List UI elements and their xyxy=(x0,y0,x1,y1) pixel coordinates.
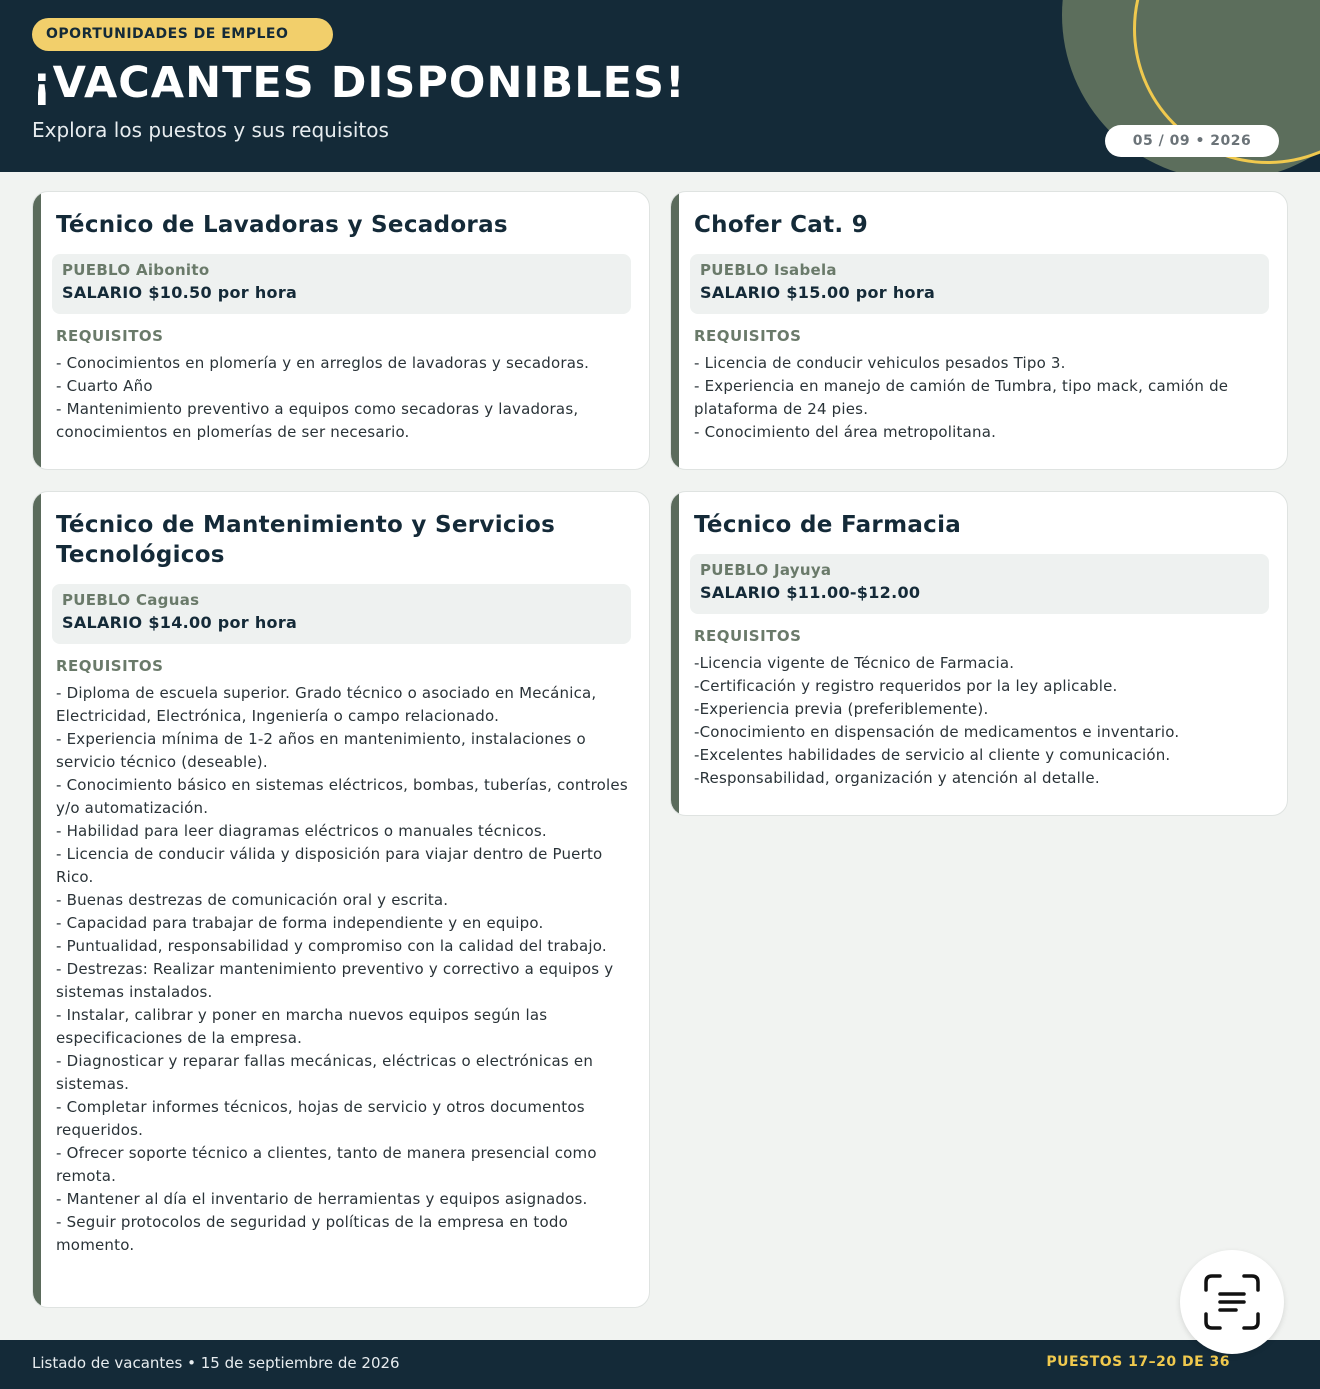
requirement-item: - Cuarto Año xyxy=(56,377,153,395)
requirement-item: - Destrezas: Realizar mantenimiento preventivo y correctivo a equipos y sistemas instalados. xyxy=(56,960,614,1001)
requirements-list xyxy=(694,652,1269,790)
requirement-item: - Licencia de conducir válida y disposición para viajar dentro de Puerto Rico. xyxy=(56,845,603,886)
page-title: ¡VACANTES DISPONIBLES! xyxy=(32,58,686,108)
scan-button[interactable] xyxy=(1180,1250,1284,1354)
job-salary: SALARIO $11.00-$12.00 xyxy=(700,583,921,602)
page-range-label: PUESTOS 17–20 DE 36 xyxy=(1046,1354,1230,1370)
requirement-item: -Excelentes habilidades de servicio al cliente y comunicación. xyxy=(694,746,1171,764)
requirements-label: REQUISITOS xyxy=(694,327,802,345)
requirements-list xyxy=(56,682,631,1257)
requirement-item: - Conocimientos en plomería y en arreglos de lavadoras y secadoras. xyxy=(56,354,590,372)
requirement-item: - Ofrecer soporte técnico a clientes, tanto de manera presencial como remota. xyxy=(56,1144,597,1185)
requirement-item: -Licencia vigente de Técnico de Farmacia. xyxy=(694,654,1015,672)
requirement-item: - Diploma de escuela superior. Grado técnico o asociado en Mecánica, Electricidad, Electrónica, Ingeniería o campo relacionado. xyxy=(56,684,597,725)
date-pill: 05 / 09 • 2026 xyxy=(1105,125,1279,157)
requirement-item: - Diagnosticar y reparar fallas mecánicas, eléctricas o electrónicas en sistemas. xyxy=(56,1052,594,1093)
requirements-list xyxy=(56,352,631,444)
requirement-item: - Experiencia mínima de 1-2 años en mantenimiento, instalaciones o servicio técnico (deseable). xyxy=(56,730,586,771)
requirement-item: - Licencia de conducir vehiculos pesados Tipo 3. xyxy=(694,354,1066,372)
page-subtitle: Explora los puestos y sus requisitos xyxy=(32,118,389,142)
category-badge: OPORTUNIDADES DE EMPLEO xyxy=(32,18,333,51)
requirement-item: - Completar informes técnicos, hojas de servicio y otros documentos requeridos. xyxy=(56,1098,585,1139)
footer-caption: Listado de vacantes • 15 de septiembre de 2026 xyxy=(32,1354,400,1372)
job-title: Técnico de Mantenimiento y Servicios Tecnológicos xyxy=(56,512,556,568)
requirement-item: - Instalar, calibrar y poner en marcha nuevos equipos según las especificaciones de la empresa. xyxy=(56,1006,548,1047)
requirements-label: REQUISITOS xyxy=(56,657,164,675)
job-title: Técnico de Lavadoras y Secadoras xyxy=(56,212,508,238)
requirement-item: -Responsabilidad, organización y atención al detalle. xyxy=(694,769,1100,787)
job-location: PUEBLO Isabela xyxy=(700,261,837,279)
requirement-item: - Experiencia en manejo de camión de Tumbra, tipo mack, camión de plataforma de 24 pies. xyxy=(694,377,1229,418)
job-title: Técnico de Farmacia xyxy=(694,512,962,538)
requirement-item: - Habilidad para leer diagramas eléctricos o manuales técnicos. xyxy=(56,822,547,840)
requirements-label: REQUISITOS xyxy=(694,627,802,645)
requirement-item: - Mantenimiento preventivo a equipos como secadoras y lavadoras, conocimientos en plomerías de ser necesario. xyxy=(56,400,579,441)
requirements-label: REQUISITOS xyxy=(56,327,164,345)
requirement-item: -Certificación y registro requeridos por la ley aplicable. xyxy=(694,677,1118,695)
requirement-item: -Conocimiento en dispensación de medicamentos e inventario. xyxy=(694,723,1180,741)
job-card xyxy=(670,491,1288,816)
requirement-item: - Mantener al día el inventario de herramientas y equipos asignados. xyxy=(56,1190,588,1208)
requirement-item: - Buenas destrezas de comunicación oral y escrita. xyxy=(56,891,449,909)
job-info-box xyxy=(690,254,1269,314)
job-info-box xyxy=(52,254,631,314)
job-location: PUEBLO Aibonito xyxy=(62,261,210,279)
job-info-box xyxy=(52,584,631,644)
job-info-box xyxy=(690,554,1269,614)
job-card xyxy=(670,191,1288,470)
page-footer xyxy=(0,1340,1320,1389)
page-header xyxy=(0,0,1320,172)
requirement-item: -Experiencia previa (preferiblemente). xyxy=(694,700,989,718)
requirement-item: - Conocimiento del área metropolitana. xyxy=(694,423,997,441)
requirement-item: - Capacidad para trabajar de forma independiente y en equipo. xyxy=(56,914,544,932)
requirement-item: - Puntualidad, responsabilidad y compromiso con la calidad del trabajo. xyxy=(56,937,607,955)
job-card xyxy=(32,191,650,470)
job-card xyxy=(32,491,650,1308)
job-title: Chofer Cat. 9 xyxy=(694,212,869,238)
job-salary: SALARIO $14.00 por hora xyxy=(62,613,298,632)
job-location: PUEBLO Jayuya xyxy=(700,561,832,579)
job-salary: SALARIO $10.50 por hora xyxy=(62,283,298,302)
job-location: PUEBLO Caguas xyxy=(62,591,200,609)
document-scan-icon xyxy=(1202,1272,1262,1332)
requirement-item: - Conocimiento básico en sistemas eléctricos, bombas, tuberías, controles y/o automatización. xyxy=(56,776,628,817)
requirement-item: - Seguir protocolos de seguridad y políticas de la empresa en todo momento. xyxy=(56,1213,568,1254)
job-salary: SALARIO $15.00 por hora xyxy=(700,283,936,302)
requirements-list xyxy=(694,352,1269,444)
